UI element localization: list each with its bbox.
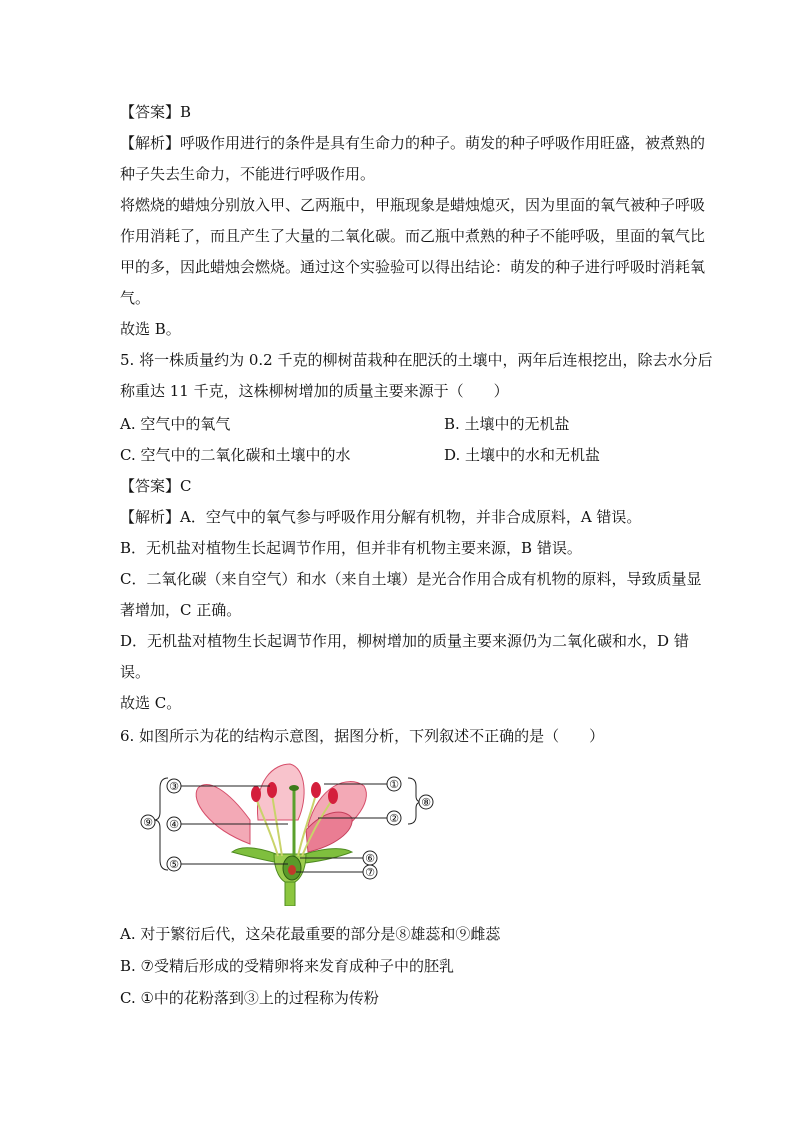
anther xyxy=(328,788,338,804)
q4-analysis-line: 种子失去生命力，不能进行呼吸作用。 xyxy=(120,165,376,183)
label-3: ③ xyxy=(169,780,179,793)
q5-analysis-line: 误。 xyxy=(120,663,151,681)
q6-stem: 6. 如图所示为花的结构示意图，据图分析，下列叙述不正确的是（ ） xyxy=(120,727,605,745)
q4-analysis-line: 作用消耗了，而且产生了大量的二氧化碳。而乙瓶中煮熟的种子不能呼吸，里面的氧气比 xyxy=(120,227,706,245)
q5-analysis-line: C．二氧化碳（来自空气）和水（来自土壤）是光合作用合成有机物的原料，导致质量显 xyxy=(120,570,702,588)
petal-left xyxy=(196,785,250,844)
label-5: ⑤ xyxy=(169,858,179,871)
q6-option-b: B. ⑦受精后形成的受精卵将来发育成种子中的胚乳 xyxy=(120,957,455,975)
q5-answer: 【答案】C xyxy=(120,477,192,495)
q4-analysis-line: 【解析】呼吸作用进行的条件是具有生命力的种子。萌发的种子呼吸作用旺盛，被煮熟的 xyxy=(120,134,706,152)
q5-option-c: C. 空气中的二氧化碳和土壤中的水 xyxy=(120,446,351,464)
label-2: ② xyxy=(389,812,399,825)
q5-option-d: D. 土壤中的水和无机盐 xyxy=(444,446,601,464)
petal-top xyxy=(257,764,304,820)
q5-option-b: B. 土壤中的无机盐 xyxy=(444,415,570,433)
label-8: ⑧ xyxy=(421,796,431,809)
q5-choice: 故选 C。 xyxy=(120,694,182,712)
label-7: ⑦ xyxy=(365,866,375,879)
q5-analysis-line: D．无机盐对植物生长起调节作用，柳树增加的质量主要来源仍为二氧化碳和水，D 错 xyxy=(120,632,689,650)
q4-choice: 故选 B。 xyxy=(120,320,181,338)
label-6: ⑥ xyxy=(365,852,375,865)
q5-analysis-line: 【解析】A．空气中的氧气参与呼吸作用分解有机物，并非合成原料，A 错误。 xyxy=(120,508,642,526)
anther xyxy=(267,782,277,798)
label-1: ① xyxy=(389,778,399,791)
q4-analysis-line: 气。 xyxy=(120,289,151,307)
anther xyxy=(251,786,261,802)
q5-stem-line: 称重达 11 千克，这株柳树增加的质量主要来源于（ ） xyxy=(120,382,509,400)
q4-analysis-line: 甲的多，因此蜡烛会燃烧。通过这个实验验可以得出结论：萌发的种子进行呼吸时消耗氧 xyxy=(120,258,706,276)
q4-analysis-line: 将燃烧的蜡烛分别放入甲、乙两瓶中，甲瓶现象是蜡烛熄灭，因为里面的氧气被种子呼吸 xyxy=(120,196,706,214)
bracket-9 xyxy=(154,778,168,870)
q5-analysis-line: B．无机盐对植物生长起调节作用，但并非有机物主要来源，B 错误。 xyxy=(120,539,582,557)
ovule xyxy=(288,865,296,875)
q6-option-a: A. 对于繁衍后代，这朵花最重要的部分是⑧雄蕊和⑨雌蕊 xyxy=(120,925,501,943)
q5-analysis-line: 著增加，C 正确。 xyxy=(120,601,242,619)
anther xyxy=(311,782,321,798)
flower-structure-diagram xyxy=(138,760,438,906)
q5-stem-line: 5. 将一株质量约为 0.2 千克的柳树苗栽种在肥沃的土壤中，两年后连根挖出，除去水分后 xyxy=(120,351,713,369)
label-9: ⑨ xyxy=(143,816,153,829)
q5-option-a: A. 空气中的氧气 xyxy=(120,415,231,433)
stigma xyxy=(289,785,299,791)
q6-option-c: C. ①中的花粉落到③上的过程称为传粉 xyxy=(120,989,379,1007)
flower-stalk xyxy=(285,882,295,906)
label-4: ④ xyxy=(169,818,179,831)
q4-answer: 【答案】B xyxy=(120,103,192,121)
